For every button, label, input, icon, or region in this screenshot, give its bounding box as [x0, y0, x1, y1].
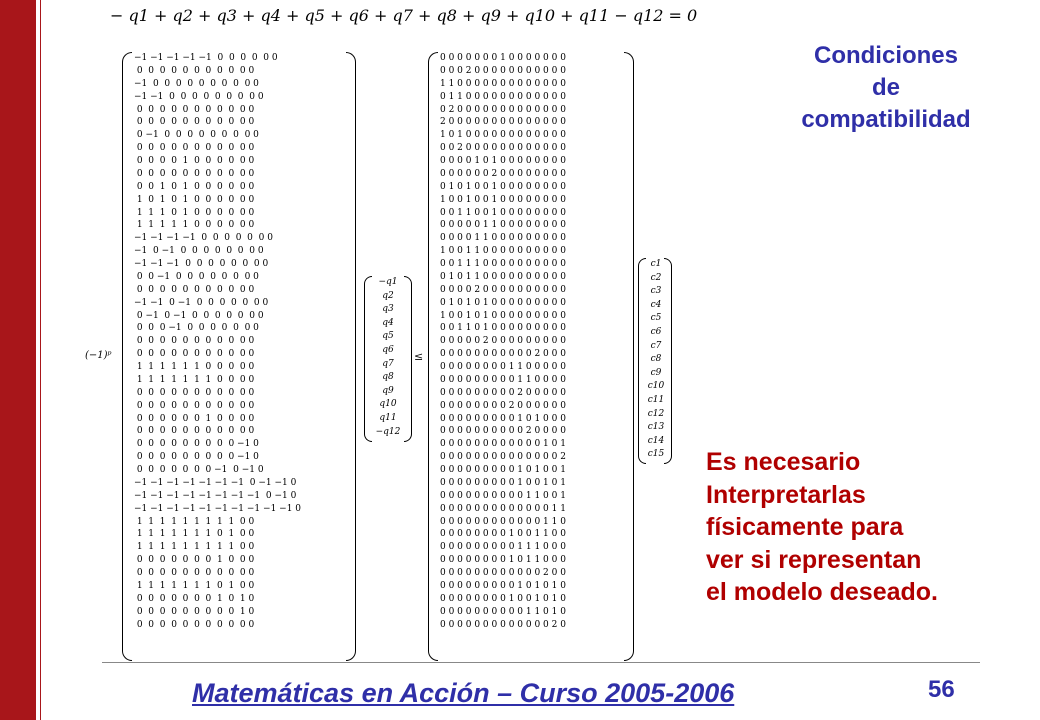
matrix-a-row: 0 0 0 0 0 0 0 0 0 0 0 — [134, 400, 255, 411]
matrix-a-row: 1 1 1 1 1 1 0 0 0 0 0 — [134, 362, 255, 372]
matrix-a-row: 0 0 0 0 0 0 0 1 0 1 0 — [134, 593, 255, 604]
vector-q-entry: q8 — [382, 372, 394, 383]
vector-c-right-bracket — [664, 258, 672, 464]
vector-q-entry: q7 — [382, 358, 394, 369]
matrix-b-row: 0 0 0 0 0 0 0 0 0 1 0 1 0 0 0 — [440, 413, 566, 424]
matrix-b-row: 0 0 0 0 0 0 0 0 0 0 0 2 0 0 0 — [440, 349, 566, 360]
vector-q-entry: q10 — [379, 399, 397, 410]
note-line: ver si representan — [706, 545, 922, 574]
matrix-a-row: −1 −1 −1 0 0 0 0 0 0 0 0 — [134, 259, 269, 269]
matrix-a-row: 0 0 0 0 0 0 0 0 0 0 0 — [134, 349, 255, 360]
vector-c-entry: c7 — [650, 340, 662, 351]
less-equal-sign: ≤ — [414, 350, 424, 363]
matrix-a-row: 0 0 0 0 0 0 0 0 0 0 0 — [134, 619, 255, 630]
title-line: de — [871, 74, 900, 101]
matrix-b-row: 0 0 0 0 0 0 0 0 0 1 1 0 0 0 0 — [440, 374, 566, 385]
matrix-a-row: 1 1 1 1 1 1 1 0 0 0 0 — [134, 374, 255, 385]
matrix-a-row: 0 0 0 0 0 0 0 0 0 0 0 — [134, 336, 255, 347]
matrix-a-row: 0 0 0 0 0 0 0 0 0 0 0 — [134, 117, 255, 128]
matrix-a-row: 1 0 1 0 1 0 0 0 0 0 0 — [134, 194, 255, 205]
matrix-b-row: 0 0 0 0 0 0 2 0 0 0 0 0 0 0 0 — [440, 168, 566, 179]
matrix-a-row: 0 0 0 0 0 0 0 1 0 0 0 — [134, 555, 255, 566]
matrix-b-row: 0 0 0 0 0 0 0 0 0 2 0 0 0 0 0 — [440, 387, 566, 398]
matrix-a-row: −1 −1 0 0 0 0 0 0 0 0 0 — [134, 91, 264, 102]
matrix-a-row: 0 −1 0 −1 0 0 0 0 0 0 0 — [134, 310, 264, 321]
footer-divider — [102, 662, 980, 663]
matrix-b-row: 0 0 1 1 0 0 1 0 0 0 0 0 0 0 0 — [440, 207, 566, 218]
vector-q-entry: q6 — [382, 344, 394, 355]
matrix-a-row: 0 0 0 0 0 0 0 0 0 0 0 — [134, 104, 255, 115]
matrix-b-row: 0 0 0 0 0 0 0 0 0 1 0 1 0 0 1 — [440, 465, 566, 475]
matrix-a-row: 0 −1 0 0 0 0 0 0 0 0 0 — [134, 130, 259, 141]
matrix-b-row: 0 0 0 0 0 0 0 0 0 1 0 1 0 1 0 — [440, 580, 566, 591]
matrix-b-row: 0 0 0 0 2 0 0 0 0 0 0 0 0 0 0 — [440, 284, 566, 295]
matrix-a-row: −1 −1 −1 −1 −1 0 0 0 0 0 0 — [134, 53, 278, 63]
matrix-a-row: 0 0 0 0 0 0 0 0 0 1 0 — [134, 606, 255, 617]
matrix-a-row: 1 1 1 1 1 1 1 0 1 0 0 — [134, 580, 255, 591]
page-number: 56 — [928, 676, 955, 703]
matrix-b-left-bracket — [428, 52, 438, 661]
matrix-b-row: 0 1 1 0 0 0 0 0 0 0 0 0 0 0 0 — [440, 91, 566, 102]
matrix-a-row: 0 0 0 0 0 0 0 0 0 −1 0 — [134, 452, 259, 463]
matrix-a-row: −1 0 −1 0 0 0 0 0 0 0 0 — [134, 246, 264, 257]
matrix-a-row: 0 0 0 −1 0 0 0 0 0 0 0 — [134, 323, 259, 334]
vector-c-entry: c15 — [647, 449, 665, 460]
footer-title: Matemáticas en Acción – Curso 2005-2006 — [192, 678, 735, 708]
vector-q — [368, 276, 408, 439]
note-text — [706, 446, 1026, 609]
matrix-a-row: 1 1 1 1 1 0 0 0 0 0 0 — [134, 220, 255, 231]
matrix-b-row: 0 0 0 0 0 0 0 0 1 1 0 0 0 0 0 — [440, 362, 566, 372]
vector-c-entry: c11 — [647, 394, 665, 405]
matrix-b-row: 0 0 0 2 0 0 0 0 0 0 0 0 0 0 0 — [440, 65, 566, 76]
matrix-b-row: 0 0 0 0 1 0 1 0 0 0 0 0 0 0 0 — [440, 156, 566, 166]
matrix-b-row: 0 0 0 0 0 0 0 0 0 0 0 0 0 2 0 — [440, 619, 566, 630]
matrix-a-row: 0 0 0 0 0 0 0 0 0 −1 0 — [134, 439, 259, 450]
vector-q-entry: q9 — [382, 385, 394, 396]
matrix-a-row: 1 1 1 1 1 1 1 1 1 0 0 — [134, 542, 255, 553]
matrix-b-row: 0 0 0 0 0 0 0 0 0 0 1 1 0 1 0 — [440, 606, 566, 617]
matrix-a-row: 1 1 1 1 1 1 1 1 1 0 0 — [134, 516, 255, 527]
matrix-b-row: 0 0 0 0 0 0 0 0 0 1 0 0 1 0 1 — [440, 477, 566, 488]
matrix-b-row: 0 0 0 0 0 0 0 0 1 0 0 1 0 1 0 — [440, 593, 566, 604]
matrix-b — [440, 52, 630, 631]
matrix-b-row: 0 0 0 0 0 0 0 1 0 0 0 0 0 0 0 — [440, 53, 566, 63]
matrix-a — [134, 52, 352, 631]
matrix-a-row: 0 0 0 0 0 0 0 −1 0 −1 0 — [134, 465, 264, 475]
matrix-a-row: 1 1 1 0 1 0 0 0 0 0 0 — [134, 207, 255, 218]
vector-q-entry: −q12 — [375, 426, 401, 437]
matrix-a-left-bracket — [122, 52, 132, 661]
note-line: Interpretarlas — [706, 480, 866, 509]
vector-q-entry: q5 — [382, 331, 394, 342]
vector-q-entry: −q1 — [378, 277, 398, 287]
matrix-a-row: 0 0 0 0 0 0 0 0 0 0 0 — [134, 284, 255, 295]
vector-q-entry: q2 — [382, 290, 394, 301]
vector-c-entry: c10 — [647, 381, 665, 392]
matrix-b-row: 2 0 0 0 0 0 0 0 0 0 0 0 0 0 0 — [440, 117, 566, 128]
vector-c-entry: c4 — [650, 299, 662, 310]
matrix-b-row: 1 0 0 1 0 1 0 0 0 0 0 0 0 0 0 — [440, 310, 566, 321]
vector-q-entry: q4 — [382, 317, 394, 328]
matrix-b-row: 0 1 0 1 0 1 0 0 0 0 0 0 0 0 0 — [440, 297, 566, 308]
matrix-b-row: 0 0 0 0 1 1 0 0 0 0 0 0 0 0 0 — [440, 233, 566, 244]
matrix-b-row: 0 0 0 0 0 0 0 0 0 0 0 0 1 0 1 — [440, 439, 566, 450]
vector-q-right-bracket — [404, 276, 412, 442]
matrix-a-row: −1 −1 0 −1 0 0 0 0 0 0 0 — [134, 297, 269, 308]
note-line: el modelo deseado. — [706, 578, 939, 606]
equation: − q1 + q2 + q3 + q4 + q5 + q6 + q7 + q8 + q9 + q10 + q11 − q12 = 0 — [110, 6, 698, 25]
matrix-a-right-bracket — [346, 52, 356, 661]
side-accent-line — [40, 0, 41, 720]
vector-c-entry: c9 — [650, 367, 662, 378]
matrix-b-row: 0 0 0 0 0 0 0 0 1 0 0 1 1 0 0 — [440, 529, 566, 540]
matrix-a-row: 0 0 0 0 0 0 0 0 0 0 0 — [134, 143, 255, 154]
matrix-a-row: 0 0 0 0 1 0 0 0 0 0 0 — [134, 156, 255, 166]
matrix-a-row: 0 0 0 0 0 0 0 0 0 0 0 — [134, 387, 255, 398]
matrix-b-row: 0 0 2 0 0 0 0 0 0 0 0 0 0 0 0 — [440, 143, 566, 154]
matrix-a-row: 0 0 0 0 0 0 1 0 0 0 0 — [134, 413, 255, 424]
side-accent-bar — [0, 0, 36, 720]
sign-prefix: (−1)ᵖ — [85, 350, 112, 361]
vector-c-entry: c13 — [647, 422, 665, 433]
matrix-b-row: 1 0 0 1 1 0 0 0 0 0 0 0 0 0 0 — [440, 246, 566, 257]
matrix-b-row: 0 0 0 0 0 0 0 0 0 0 1 1 0 0 1 — [440, 490, 566, 501]
matrix-b-row: 0 0 0 0 0 0 0 0 0 0 0 0 2 0 0 — [440, 568, 566, 578]
matrix-b-row: 0 0 0 0 0 0 0 0 0 0 0 0 0 0 2 — [440, 452, 566, 463]
matrix-b-row: 0 0 0 0 0 0 0 0 0 0 2 0 0 0 0 — [440, 426, 566, 437]
matrix-b-row: 0 0 0 0 0 0 0 0 0 1 1 1 0 0 0 — [440, 542, 566, 553]
matrix-a-row: −1 −1 −1 −1 −1 −1 −1 −1 −1 −1 0 — [134, 503, 302, 514]
vector-c-entry: c8 — [650, 354, 662, 365]
matrix-a-row: 0 0 0 0 0 0 0 0 0 0 0 — [134, 568, 255, 578]
matrix-b-row: 0 0 0 0 0 0 0 0 0 0 0 0 0 1 1 — [440, 503, 566, 514]
title-line: Condiciones — [813, 42, 958, 69]
matrix-b-row: 0 2 0 0 0 0 0 0 0 0 0 0 0 0 0 — [440, 104, 566, 115]
matrix-b-row: 1 1 0 0 0 0 0 0 0 0 0 0 0 0 0 — [440, 78, 566, 89]
vector-q-entry: q11 — [379, 412, 397, 423]
matrix-a-row: −1 0 0 0 0 0 0 0 0 0 0 — [134, 78, 259, 89]
note-line: Es necesario — [706, 448, 861, 476]
matrix-b-row: 0 1 0 1 1 0 0 0 0 0 0 0 0 0 0 — [440, 271, 566, 282]
matrix-b-row: 1 0 1 0 0 0 0 0 0 0 0 0 0 0 0 — [440, 130, 566, 141]
vector-c-entry: c14 — [647, 435, 665, 446]
matrix-b-row: 1 0 0 1 0 0 1 0 0 0 0 0 0 0 0 — [440, 194, 566, 205]
slide-title — [750, 40, 1022, 136]
vector-c-entry: c12 — [647, 408, 665, 419]
vector-q-entry: q3 — [382, 304, 394, 315]
vector-c-entry: c1 — [650, 259, 662, 269]
matrix-a-row: 0 0 0 0 0 0 0 0 0 0 0 — [134, 65, 255, 76]
matrix-b-row: 0 1 0 1 0 0 1 0 0 0 0 0 0 0 0 — [440, 181, 566, 192]
matrix-a-row: −1 −1 −1 −1 0 0 0 0 0 0 0 — [134, 233, 273, 244]
title-line: compatibilidad — [801, 106, 971, 133]
vector-c-entry: c6 — [650, 326, 662, 337]
matrix-a-row: 0 0 0 0 0 0 0 0 0 0 0 — [134, 168, 255, 179]
vector-c-entry: c2 — [650, 272, 662, 283]
vector-c-entry: c5 — [650, 313, 662, 324]
matrix-a-row: 1 1 1 1 1 1 1 0 1 0 0 — [134, 529, 255, 540]
matrix-b-row: 0 0 0 0 0 1 1 0 0 0 0 0 0 0 0 — [440, 220, 566, 231]
matrix-a-row: −1 −1 −1 −1 −1 −1 −1 −1 0 −1 0 — [134, 490, 297, 501]
note-line: físicamente para — [706, 513, 904, 541]
matrix-b-right-bracket — [624, 52, 634, 661]
vector-c-entry: c3 — [650, 286, 662, 297]
matrix-b-row: 0 0 1 1 1 0 0 0 0 0 0 0 0 0 0 — [440, 259, 566, 269]
matrix-b-row: 0 0 0 0 0 0 0 0 1 0 1 1 0 0 0 — [440, 555, 566, 566]
matrix-b-row: 0 0 1 1 0 1 0 0 0 0 0 0 0 0 0 — [440, 323, 566, 334]
matrix-a-row: −1 −1 −1 −1 −1 −1 −1 0 −1 −1 0 — [134, 477, 297, 488]
matrix-b-row: 0 0 0 0 0 2 0 0 0 0 0 0 0 0 0 — [440, 336, 566, 347]
matrix-b-row: 0 0 0 0 0 0 0 0 2 0 0 0 0 0 0 — [440, 400, 566, 411]
matrix-a-row: 0 0 −1 0 0 0 0 0 0 0 0 — [134, 271, 259, 282]
matrix-a-row: 0 0 0 0 0 0 0 0 0 0 0 — [134, 426, 255, 437]
matrix-b-row: 0 0 0 0 0 0 0 0 0 0 0 0 1 1 0 — [440, 516, 566, 527]
matrix-a-row: 0 0 1 0 1 0 0 0 0 0 0 — [134, 181, 255, 192]
